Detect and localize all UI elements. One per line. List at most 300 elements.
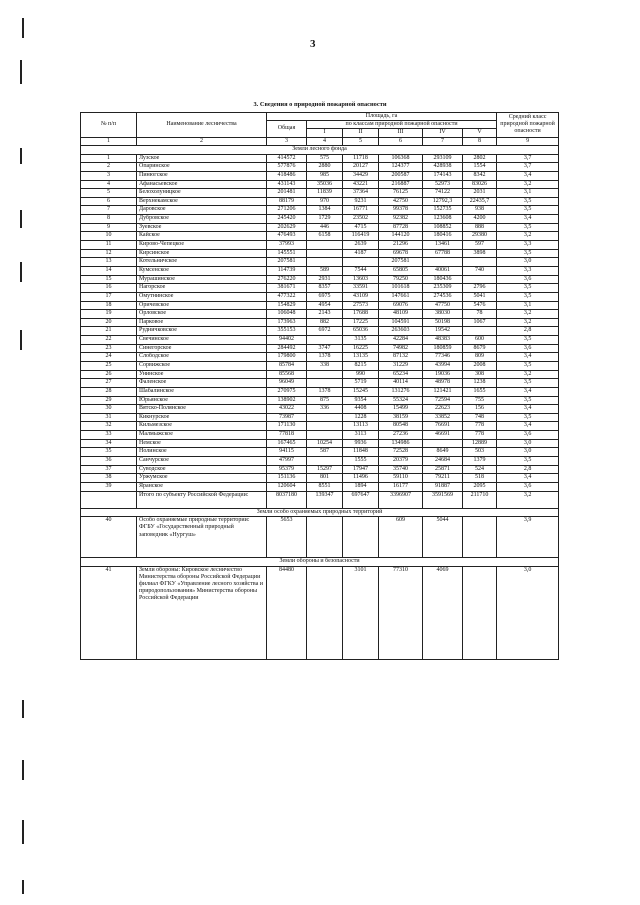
row-value: 78 (463, 310, 497, 319)
row-value: 13 (81, 258, 137, 267)
row-name: Суводское (137, 465, 267, 474)
row-value (463, 275, 497, 284)
row-name: Уржумское (137, 474, 267, 483)
row-value: 91887 (423, 482, 463, 491)
row-value: 179800 (267, 353, 307, 362)
row-value: 3,2 (497, 491, 559, 508)
table-row (81, 266, 559, 275)
row-value: 3113 (343, 431, 379, 440)
row-value (81, 491, 137, 508)
table-row (81, 189, 559, 198)
table-row (81, 258, 559, 267)
row-value: 96049 (267, 379, 307, 388)
binder-mark (20, 148, 22, 164)
row-value: 15245 (343, 387, 379, 396)
row-value: 284492 (267, 344, 307, 353)
row-value: 84480 (267, 566, 307, 659)
table-row (81, 275, 559, 284)
row-value: 74122 (423, 189, 463, 198)
column-number: 8 (463, 137, 497, 146)
row-value: 38030 (423, 310, 463, 319)
row-value: 355153 (267, 327, 307, 336)
row-value: 14 (81, 266, 137, 275)
row-name: Верхнекамское (137, 197, 267, 206)
row-name: Санчурское (137, 457, 267, 466)
row-value: 3747 (307, 344, 343, 353)
column-number: 3 (267, 137, 307, 146)
row-value: 5719 (343, 379, 379, 388)
row-value: 25871 (423, 465, 463, 474)
row-value: 48978 (423, 379, 463, 388)
row-name: Лузское (137, 154, 267, 163)
row-value: 3,0 (497, 439, 559, 448)
row-value: 575 (307, 154, 343, 163)
row-value: 875 (307, 396, 343, 405)
row-value: 77818 (267, 431, 307, 440)
row-value: 23 (81, 344, 137, 353)
table-row (81, 387, 559, 396)
row-name: Кикнурское (137, 413, 267, 422)
table-row (81, 284, 559, 293)
row-value: 30 (81, 405, 137, 414)
row-value: 33852 (423, 413, 463, 422)
row-value: 3,5 (497, 379, 559, 388)
row-value (463, 258, 497, 267)
table-row (81, 180, 559, 189)
table-row (81, 249, 559, 258)
header-class: II (343, 129, 379, 137)
table-row (81, 457, 559, 466)
row-value: 3,5 (497, 336, 559, 345)
row-value: 167465 (267, 439, 307, 448)
row-name: Котельничское (137, 258, 267, 267)
row-name: Даровское (137, 206, 267, 215)
row-name: Орловское (137, 310, 267, 319)
row-name: Кайское (137, 232, 267, 241)
row-value: 200587 (379, 171, 423, 180)
row-value: 3591569 (423, 491, 463, 508)
section-title: 3. Сведения о природной пожарной опасности (253, 101, 387, 108)
table-row (81, 370, 559, 379)
defense-row (81, 566, 559, 659)
row-value: 3,4 (497, 215, 559, 224)
row-value: 3 (81, 171, 137, 180)
row-value: 740 (463, 266, 497, 275)
row-name: Свечинское (137, 336, 267, 345)
row-value: 381671 (267, 284, 307, 293)
row-value: 23502 (343, 215, 379, 224)
row-value (423, 258, 463, 267)
table-row (81, 344, 559, 353)
row-value (307, 457, 343, 466)
row-value: 3,5 (497, 413, 559, 422)
row-value: 20127 (343, 163, 379, 172)
row-value: 888 (463, 223, 497, 232)
row-value: 65805 (379, 266, 423, 275)
row-value: 120604 (267, 482, 307, 491)
row-name: Сорвижское (137, 361, 267, 370)
binder-mark (20, 60, 22, 84)
row-value (307, 422, 343, 431)
table-row (81, 336, 559, 345)
row-value: 2802 (463, 154, 497, 163)
row-value: 245420 (267, 215, 307, 224)
row-value: 6972 (307, 327, 343, 336)
row-value: 274536 (423, 292, 463, 301)
row-name: Кирово-Чепецкое (137, 241, 267, 250)
row-name: Белохолуницкое (137, 189, 267, 198)
binder-mark (22, 18, 24, 38)
row-value: 3,5 (497, 284, 559, 293)
row-value: 43994 (423, 361, 463, 370)
table-row (81, 379, 559, 388)
row-value: 24684 (423, 457, 463, 466)
row-value: 3,0 (497, 258, 559, 267)
row-value (307, 249, 343, 258)
table-row (81, 232, 559, 241)
row-value: 42284 (379, 336, 423, 345)
row-value: 65036 (343, 327, 379, 336)
row-value: 77310 (379, 566, 423, 659)
row-value (463, 327, 497, 336)
row-value: 11839 (307, 189, 343, 198)
row-value: 4200 (463, 215, 497, 224)
header-name: Наименование лесничества (137, 113, 267, 138)
row-value: 3,0 (497, 566, 559, 659)
row-value: 13135 (343, 353, 379, 362)
row-value: 3,5 (497, 396, 559, 405)
row-value: 446 (307, 223, 343, 232)
row-value: 985 (307, 171, 343, 180)
row-value: 3396907 (379, 491, 423, 508)
row-value: 8215 (343, 361, 379, 370)
row-value: 16 (81, 284, 137, 293)
row-value: 9354 (343, 396, 379, 405)
row-value: 748 (463, 413, 497, 422)
row-value: 42750 (379, 197, 423, 206)
row-value: 18 (81, 301, 137, 310)
row-value: 3,4 (497, 353, 559, 362)
row-value: 85568 (267, 370, 307, 379)
row-name: Рудничковское (137, 327, 267, 336)
row-value: 46691 (423, 431, 463, 440)
row-value: 147661 (379, 292, 423, 301)
row-value: 106048 (267, 310, 307, 319)
row-value: 19036 (423, 370, 463, 379)
row-value: 22 (81, 336, 137, 345)
row-name: Опаринское (137, 163, 267, 172)
row-value: 9936 (343, 439, 379, 448)
row-value: 79250 (379, 275, 423, 284)
row-value: 3,5 (497, 197, 559, 206)
row-value: 6 (81, 197, 137, 206)
row-value: 3,5 (497, 292, 559, 301)
row-value: 131276 (379, 387, 423, 396)
row-value: 80548 (379, 422, 423, 431)
row-value: 3,2 (497, 318, 559, 327)
table-row (81, 163, 559, 172)
binder-mark (20, 210, 22, 228)
row-value: 28 (81, 387, 137, 396)
row-value: 338 (307, 361, 343, 370)
row-value: 2095 (463, 482, 497, 491)
row-value: 43022 (267, 405, 307, 414)
row-value: 609 (379, 517, 423, 558)
row-value: 801 (307, 474, 343, 483)
row-value: 22435,7 (463, 197, 497, 206)
table-row (81, 327, 559, 336)
header-class: V (463, 129, 497, 137)
row-name: Юрьянское (137, 396, 267, 405)
column-number: 6 (379, 137, 423, 146)
row-value: 37364 (343, 189, 379, 198)
row-name: Нагорское (137, 284, 267, 293)
section-protected-lands: Земли особо охраняемых природных территорий (81, 508, 559, 517)
row-value: 3,5 (497, 223, 559, 232)
header-area: Площадь, га (267, 113, 497, 121)
row-value: 431143 (267, 180, 307, 189)
row-value: 11718 (343, 154, 379, 163)
fire-danger-table (80, 112, 559, 660)
row-value: 3,4 (497, 405, 559, 414)
row-value: 1554 (463, 163, 497, 172)
row-value: 35740 (379, 465, 423, 474)
row-value: 55324 (379, 396, 423, 405)
row-name: Унинское (137, 370, 267, 379)
row-value: 8037180 (267, 491, 307, 508)
row-value: 1238 (463, 379, 497, 388)
row-value: 145551 (267, 249, 307, 258)
table-row (81, 431, 559, 440)
table-row (81, 215, 559, 224)
row-value: 271206 (267, 206, 307, 215)
row-name: Афанасьевское (137, 180, 267, 189)
row-value: 3,7 (497, 154, 559, 163)
row-value: 9 (81, 223, 137, 232)
row-name: Вятско-Полянское (137, 405, 267, 414)
row-value: 10254 (307, 439, 343, 448)
row-value: 970 (307, 197, 343, 206)
row-value: 270975 (267, 387, 307, 396)
row-name: Пинюгское (137, 171, 267, 180)
row-value: 202629 (267, 223, 307, 232)
row-value: 38 (81, 474, 137, 483)
header-avg-class: Средний класс природной пожарной опасности (497, 113, 559, 138)
row-value: 47997 (267, 457, 307, 466)
row-value: 116419 (343, 232, 379, 241)
row-value: 414572 (267, 154, 307, 163)
row-value: 24 (81, 353, 137, 362)
table-row (81, 318, 559, 327)
row-value: 5476 (463, 301, 497, 310)
row-value: 156 (463, 405, 497, 414)
row-name: Оричевское (137, 301, 267, 310)
row-value: 1228 (343, 413, 379, 422)
row-value (307, 431, 343, 440)
row-value: 32 (81, 422, 137, 431)
row-value: 85784 (267, 361, 307, 370)
row-value: 76125 (379, 189, 423, 198)
section-forest-lands: Земли лесного фонда (81, 146, 559, 155)
row-value: 428938 (423, 163, 463, 172)
row-value (343, 258, 379, 267)
row-value: 2031 (463, 189, 497, 198)
row-value: 211710 (463, 491, 497, 508)
row-value: 418486 (267, 171, 307, 180)
row-name: Мурашинское (137, 275, 267, 284)
binder-mark (22, 880, 24, 894)
row-value (307, 370, 343, 379)
column-number: 4 (307, 137, 343, 146)
binder-mark (20, 330, 22, 350)
section-defense-lands: Земли обороны и безопасности (81, 558, 559, 567)
row-value: 7 (81, 206, 137, 215)
row-value: 69076 (379, 301, 423, 310)
table-row (81, 448, 559, 457)
row-value: 1 (81, 154, 137, 163)
row-value: 293109 (423, 154, 463, 163)
row-value: 2,8 (497, 465, 559, 474)
row-name: Фаленское (137, 379, 267, 388)
row-value: 207581 (267, 258, 307, 267)
row-value: 8342 (463, 171, 497, 180)
row-value: 216887 (379, 180, 423, 189)
row-value: 19 (81, 310, 137, 319)
row-value: 26 (81, 370, 137, 379)
row-value: 106368 (379, 154, 423, 163)
row-value: 778 (463, 431, 497, 440)
row-value: 4 (81, 180, 137, 189)
row-value: 3,2 (497, 370, 559, 379)
row-value: 336 (307, 405, 343, 414)
row-value: 1067 (463, 318, 497, 327)
row-value: 3,0 (497, 448, 559, 457)
row-value: 3,9 (497, 517, 559, 558)
row-value: 69678 (379, 249, 423, 258)
row-value: 587 (307, 448, 343, 457)
row-value: 73987 (267, 413, 307, 422)
row-value: 43221 (343, 180, 379, 189)
row-value: 3,4 (497, 387, 559, 396)
row-name: Дубровское (137, 215, 267, 224)
table-row (81, 197, 559, 206)
row-value: 3,4 (497, 422, 559, 431)
row-value: 4069 (423, 566, 463, 659)
row-value: 33591 (343, 284, 379, 293)
row-value: 77346 (423, 353, 463, 362)
row-value: 3,7 (497, 163, 559, 172)
row-value: 201481 (267, 189, 307, 198)
row-value (307, 336, 343, 345)
row-value: 3,6 (497, 275, 559, 284)
row-value: 171130 (267, 422, 307, 431)
row-value: 3,5 (497, 457, 559, 466)
row-value: 11496 (343, 474, 379, 483)
header-total: Общая (267, 121, 307, 137)
row-value: 809 (463, 353, 497, 362)
row-value: 8679 (463, 344, 497, 353)
row-value: 29 (81, 396, 137, 405)
table-row (81, 171, 559, 180)
row-value: 40061 (423, 266, 463, 275)
row-value: 1378 (307, 353, 343, 362)
row-value: 2931 (307, 275, 343, 284)
column-number: 5 (343, 137, 379, 146)
row-value: 180859 (423, 344, 463, 353)
total-row (81, 491, 559, 508)
row-value: 3,3 (497, 241, 559, 250)
row-name: Синегорское (137, 344, 267, 353)
row-value: 697647 (343, 491, 379, 508)
row-value: 276220 (267, 275, 307, 284)
row-value: 2639 (343, 241, 379, 250)
row-value: 4954 (307, 301, 343, 310)
row-value: 3,2 (497, 232, 559, 241)
row-value: 95379 (267, 465, 307, 474)
row-value: 35 (81, 448, 137, 457)
row-value: 597 (463, 241, 497, 250)
column-number: 7 (423, 137, 463, 146)
row-value: 37 (81, 465, 137, 474)
row-value: 87728 (379, 223, 423, 232)
row-value (307, 258, 343, 267)
row-value: 2796 (463, 284, 497, 293)
row-value: 12889 (463, 439, 497, 448)
row-value: 778 (463, 422, 497, 431)
row-value: 19542 (423, 327, 463, 336)
column-number: 9 (497, 137, 559, 146)
row-name: Омутнинское (137, 292, 267, 301)
row-value: 114739 (267, 266, 307, 275)
row-value: 174143 (423, 171, 463, 180)
row-name: Нолинское (137, 448, 267, 457)
row-value: 524 (463, 465, 497, 474)
row-value: 33 (81, 431, 137, 440)
row-value: 10 (81, 232, 137, 241)
row-value: 76691 (423, 422, 463, 431)
row-name: Кумсенское (137, 266, 267, 275)
row-value: 15297 (307, 465, 343, 474)
protected-row (81, 517, 559, 558)
table-row (81, 292, 559, 301)
row-value: 2008 (463, 361, 497, 370)
row-value: 40114 (379, 379, 423, 388)
row-value: 755 (463, 396, 497, 405)
row-name: Парковое (137, 318, 267, 327)
row-value: 9231 (343, 197, 379, 206)
row-value: 21296 (379, 241, 423, 250)
row-value: 47750 (423, 301, 463, 310)
table-row (81, 301, 559, 310)
row-value: 5041 (463, 292, 497, 301)
row-value: 11848 (343, 448, 379, 457)
header-class: IV (423, 129, 463, 137)
row-value: 13113 (343, 422, 379, 431)
row-name: Шабалинское (137, 387, 267, 396)
table-row (81, 405, 559, 414)
row-value: 1378 (307, 387, 343, 396)
table-row (81, 422, 559, 431)
row-value: 17688 (343, 310, 379, 319)
row-value: 17 (81, 292, 137, 301)
row-value: 151136 (267, 474, 307, 483)
row-value: 8 (81, 215, 137, 224)
row-value: 15499 (379, 405, 423, 414)
table-row (81, 353, 559, 362)
row-value: 50198 (423, 318, 463, 327)
row-value: 31 (81, 413, 137, 422)
row-name: Немское (137, 439, 267, 448)
